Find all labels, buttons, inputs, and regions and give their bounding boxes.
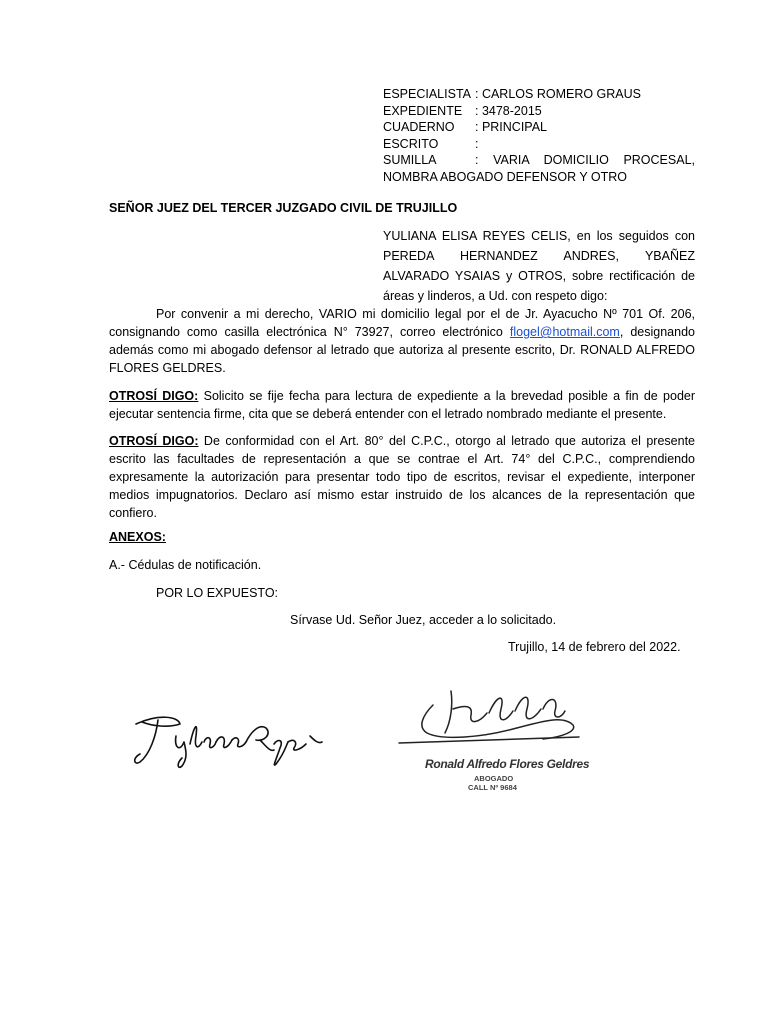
header-label: ESCRITO — [383, 136, 439, 151]
header-row-expediente — [383, 103, 695, 120]
addressee: SEÑOR JUEZ DEL TERCER JUZGADO CIVIL DE TRUJILLO — [109, 201, 458, 215]
email-link[interactable]: flogel@hotmail.com — [509, 325, 620, 339]
header-row-sumilla — [383, 152, 695, 169]
header-value: : — [475, 136, 479, 151]
otrosi-paragraph-2 — [109, 432, 695, 522]
header-label: SUMILLA — [383, 153, 437, 167]
anexos-title: ANEXOS: — [109, 530, 166, 544]
otrosi-text: De conformidad con el Art. 80° del C.P.C., otorgo al letrado que autoriza el presente escrito las facultades de representación a que se contrae el Art. 74° del C.P.C., comprendiendo expresamente la autorización para presentar todo tipo de escritos, revisar el expediente, interponer medios impugnatorios. Declaro así mismo estar instruido de los alcances de la representación que confiero. — [109, 434, 695, 520]
header-label: EXPEDIENTE — [383, 103, 463, 118]
place-date: Trujillo, 14 de febrero del 2022. — [508, 640, 681, 654]
sumilla-line-1: : VARIA DOMICILIO PROCESAL, — [475, 153, 695, 167]
closing-request: Sírvase Ud. Señor Juez, acceder a lo solicitado. — [290, 613, 557, 627]
otrosi-label: OTROSÍ DIGO: — [109, 389, 199, 403]
otrosi-label: OTROSÍ DIGO: — [109, 434, 199, 448]
main-paragraph-text-end: , designando además como mi abogado defensor al letrado que autoriza al presente escrito, Dr. RONALD ALFREDO FLORES GELDRES. — [109, 325, 695, 375]
client-signature — [128, 706, 328, 776]
anexo-item: A.- Cédulas de notificación. — [109, 558, 262, 572]
header-row-especialista — [383, 86, 695, 103]
intro-paragraph: YULIANA ELISA REYES CELIS, en los seguidos con PEREDA HERNANDEZ ANDRES, YBAÑEZ ALVARADO YSAIAS y OTROS, sobre rectificación de áreas y linderos, a Ud. con respeto digo: — [383, 229, 695, 303]
header-row-escrito — [383, 136, 695, 153]
otrosi-text: Solicito se fije fecha para lectura de expediente a la brevedad posible a fin de poder ejecutar sentencia firme, cita que se deberá entender con el letrado nombrado mediante el presente. — [109, 389, 696, 421]
case-header — [383, 86, 695, 185]
lawyer-signature — [393, 685, 583, 760]
header-value: : 3478-2015 — [475, 103, 542, 118]
header-label: ESPECIALISTA — [383, 87, 471, 101]
header-value: : CARLOS ROMERO GRAUS — [475, 87, 641, 101]
otrosi-paragraph-1 — [109, 387, 695, 423]
stamp-lawyer-name: Ronald Alfredo Flores Geldres — [425, 757, 590, 771]
main-paragraph-text-start: Por convenir a mi derecho, VARIO mi domicilio legal por el de Jr. Ayacucho Nº 701 Of. 206, consignando como casilla electrónica N° 73927, correo electrónico — [109, 307, 695, 339]
header-label: CUADERNO — [383, 120, 455, 134]
main-paragraph — [109, 305, 695, 377]
header-row-cuaderno — [383, 119, 695, 136]
stamp-registration: CALL Nº 9684 — [468, 783, 517, 792]
sumilla-line-2: NOMBRA ABOGADO DEFENSOR Y OTRO — [383, 169, 628, 184]
stamp-role: ABOGADO — [474, 774, 514, 783]
header-value: : PRINCIPAL — [475, 120, 548, 134]
por-lo-expuesto: POR LO EXPUESTO: — [156, 586, 279, 600]
